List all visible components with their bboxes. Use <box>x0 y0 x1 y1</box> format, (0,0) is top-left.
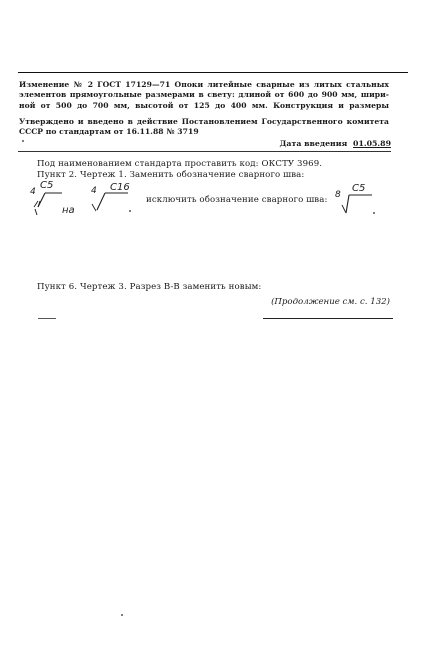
weld-2-num: 4 <box>91 186 97 196</box>
body-line-clause-6: Пункт 6. Чертеж 3. Разрез В-В заменить новым: <box>37 282 262 292</box>
approval-line-1: Утверждено и введено в действие Постановлением Государственного комитета <box>19 117 389 126</box>
top-rule <box>18 72 408 73</box>
weld-1-num: 4 <box>30 187 36 197</box>
continuation-note: (Продолжение см. с. 132) <box>271 297 390 307</box>
effective-date <box>280 139 392 148</box>
date-rule <box>18 151 391 152</box>
body-line-okstu: Под наименованием стандарта проставить код: ОКСТУ 3969. <box>37 159 323 169</box>
amendment-title-line-2: элементов прямоугольные размерами в свету: длиной от 600 до 900 мм, шири- <box>19 90 389 100</box>
approval-text <box>19 117 389 138</box>
effective-date-label: Дата введения <box>279 139 348 148</box>
effective-date-value: 01.05.89 <box>353 139 391 148</box>
scan-speck <box>22 140 24 142</box>
weld-3-code: С5 <box>352 183 366 194</box>
amendment-title-line-1: Изменение № 2 ГОСТ 17129—71 Опоки литейные сварные из литых стальных <box>19 80 389 89</box>
amendment-title-line-3: ной от 500 до 700 мм, высотой от 125 до 400 мм. Конструкция и размеры <box>19 100 389 110</box>
scan-speck <box>121 614 123 616</box>
weld-3-num: 8 <box>335 190 341 200</box>
connector-na: на <box>62 205 75 216</box>
body-line-exclude: исключить обозначение сварного шва: <box>146 195 328 205</box>
weld-2-code: С16 <box>110 182 130 193</box>
amendment-title <box>19 80 389 111</box>
approval-line-2: СССР по стандартам от 16.11.88 № 3719 <box>19 127 199 137</box>
bottom-rule-right <box>263 318 393 319</box>
body-line-clause-2: Пункт 2. Чертеж 1. Заменить обозначение сварного шва: <box>37 170 305 180</box>
weld-1-code: С5 <box>40 180 54 191</box>
bottom-rule-left <box>38 318 56 319</box>
